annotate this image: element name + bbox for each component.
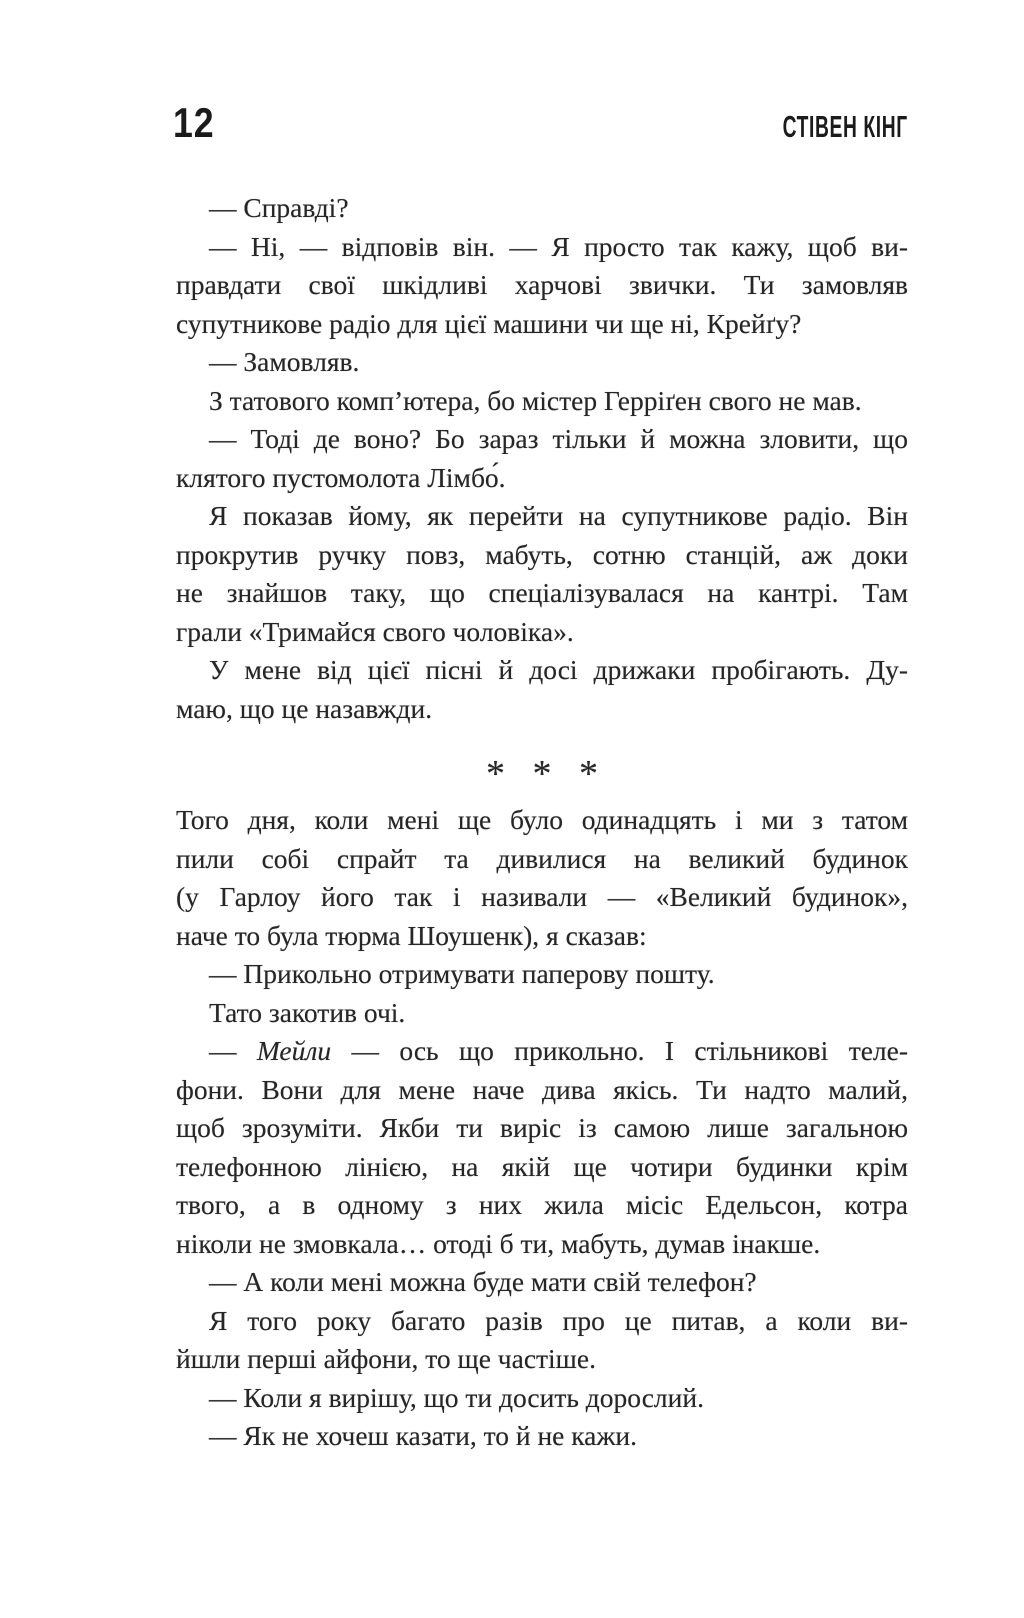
paragraph [176, 497, 908, 651]
text-line: супутникове радіо для цієї машини чи ще ні, Крейґу? [176, 307, 802, 339]
text-line: — Як не хочеш казати, то й не кажи. [209, 1420, 637, 1451]
paragraph [176, 651, 908, 728]
text-line: — Ні, — відповів він. — Я просто так кажу, щоб ви- [209, 230, 908, 262]
page-header [173, 99, 908, 146]
text-line: — Мейли — ось що прикольно. І стільникові теле- [209, 1035, 909, 1066]
section-divider [176, 728, 908, 801]
text-line: не знайшов таку, що спеціалізувалася на кантрі. Там [176, 577, 908, 608]
text-line: — Коли я вирішу, що ти досить дорослий. [209, 1381, 704, 1413]
paragraph [176, 420, 908, 497]
text-line: прокрутив ручку повз, мабуть, сотню станцій, аж доки [176, 538, 908, 570]
text-line: — Прикольно отримувати паперову пошту. [209, 958, 715, 989]
text-line: щоб зрозуміти. Якби ти виріс із самою лише загальною [176, 1112, 908, 1143]
text-line: Того дня, коли мені ще було одинадцять і ми з татом [176, 804, 908, 835]
text-line: правдати свої шкідливі харчові звички. Ти замовляв [176, 269, 908, 300]
text-line: — Замовляв. [209, 346, 360, 377]
text-line: клятого пустомолота Лімбо́. [176, 461, 506, 493]
text-line: (у Гарлоу його так і називали — «Великий будинок», [176, 881, 908, 912]
paragraph [176, 994, 908, 1033]
paragraph [176, 955, 908, 994]
text-line: З татового комп’ютера, бо містер Герріґен свого не мав. [209, 384, 862, 416]
text-line: — А коли мені можна буде мати свій телефон? [209, 1266, 757, 1297]
divider-stars: * * * [486, 752, 607, 795]
text-line: твого, а в одному з них жила місіс Едельсон, котра [176, 1189, 908, 1220]
text-line: ніколи не змовкала… отоді б ти, мабуть, думав інакше. [176, 1227, 821, 1259]
paragraph [176, 1417, 908, 1456]
text-line: йшли перші айфони, то ще частіше. [176, 1343, 596, 1374]
paragraph [176, 343, 908, 382]
text-line: — Тоді де воно? Бо зараз тільки й можна зловити, що [209, 423, 908, 454]
text-line: — Справді? [209, 192, 349, 223]
text-line: пили собі спрайт та дивилися на великий будинок [176, 842, 908, 874]
text-line: маю, що це назавжди. [176, 692, 433, 724]
page-number: 12 [173, 99, 215, 146]
paragraph [176, 801, 908, 955]
paragraph [176, 1263, 908, 1302]
text-line: грали «Тримайся свого чоловіка». [176, 615, 574, 647]
page-body [176, 189, 908, 1456]
text-line: Я того року багато разів про це питав, а коли ви- [209, 1304, 908, 1336]
text-line: У мене від цієї пісні й досі дрижаки пробігають. Ду- [209, 654, 908, 685]
running-title: СТІВЕН КІНГ [782, 109, 908, 144]
paragraph [176, 1302, 908, 1379]
text-line: Я показав йому, як перейти на супутникове радіо. Він [209, 500, 908, 531]
paragraph [176, 228, 908, 344]
paragraph [176, 382, 908, 421]
paragraph [176, 1032, 908, 1263]
text-line: наче то була тюрма Шоушенк), я сказав: [176, 919, 647, 951]
text-line: фони. Вони для мене наче дива якісь. Ти надто малий, [176, 1073, 908, 1105]
text-line: телефонною лінією, на якій ще чотири будинки крім [176, 1150, 908, 1182]
text-line: Тато закотив очі. [209, 996, 406, 1028]
paragraph [176, 1379, 908, 1418]
paragraph [176, 189, 908, 228]
